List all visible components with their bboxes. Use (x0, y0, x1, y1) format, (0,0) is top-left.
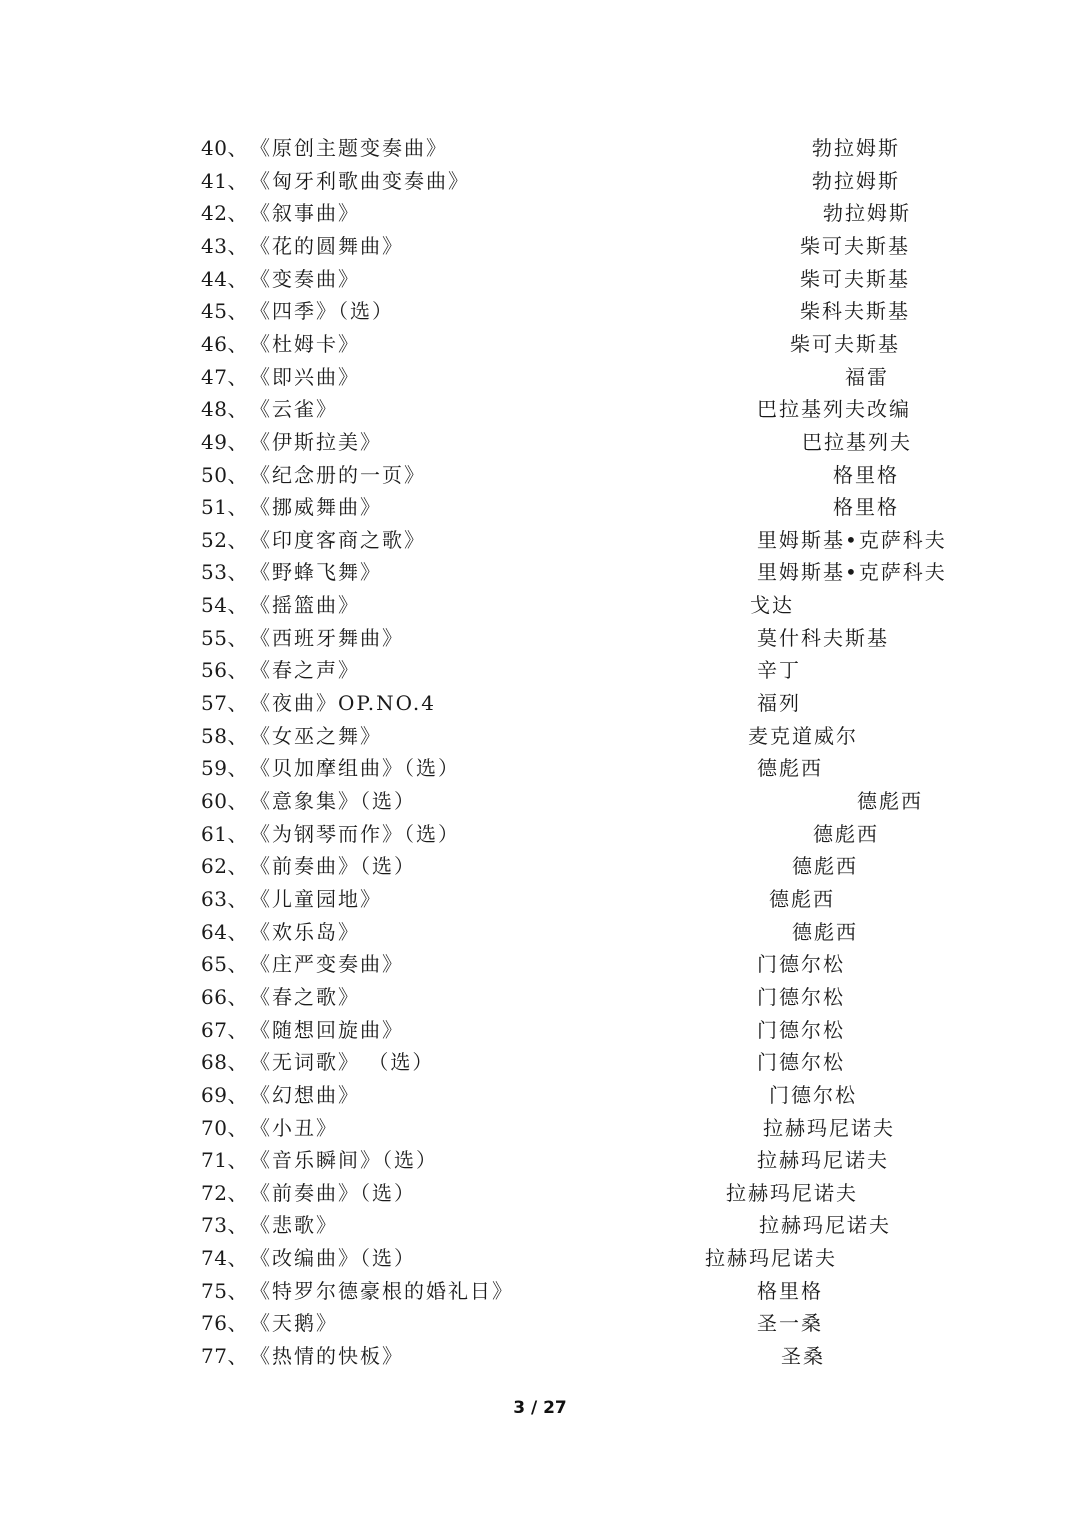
composer-name: 戈达 (750, 593, 794, 618)
list-item (0, 263, 1080, 295)
piece-title: 《匈牙利歌曲变奏曲》 (250, 168, 470, 193)
composer-name: 柴可夫斯基 (790, 331, 900, 356)
composer-name: 巴拉基列夫改编 (757, 397, 911, 422)
item-number: 42、 (201, 201, 248, 226)
item-number: 71、 (201, 1148, 248, 1173)
piece-title: 《特罗尔德豪根的婚礼日》 (250, 1278, 514, 1303)
item-number: 44、 (201, 266, 248, 291)
item-number: 54、 (201, 593, 248, 618)
piece-title: 《无词歌》 （选） (250, 1050, 435, 1075)
piece-title: 《贝加摩组曲》（选） (250, 756, 460, 781)
composer-name: 里姆斯基•克萨科夫 (757, 560, 947, 585)
list-item (0, 1242, 1080, 1274)
list-item (0, 295, 1080, 327)
composer-name: 勃拉姆斯 (823, 201, 911, 226)
piece-title: 《即兴曲》 (250, 364, 360, 389)
piece-title: 《音乐瞬间》（选） (250, 1148, 438, 1173)
composer-name: 勃拉姆斯 (812, 136, 900, 160)
composer-name: 拉赫玛尼诺夫 (757, 1148, 889, 1173)
composer-name: 德彪西 (757, 756, 823, 781)
list-item (0, 459, 1080, 491)
composer-name: 格里格 (833, 495, 899, 520)
list-item (0, 589, 1080, 621)
composer-name: 德彪西 (792, 854, 858, 879)
item-number: 77、 (201, 1344, 248, 1369)
item-number: 67、 (201, 1017, 248, 1042)
item-number: 40、 (201, 136, 248, 160)
item-number: 70、 (201, 1115, 248, 1140)
piece-title: 《前奏曲》（选） (250, 1180, 416, 1205)
list-item (0, 818, 1080, 850)
piece-title: 《野蜂飞舞》 (250, 560, 382, 585)
piece-title: 《变奏曲》 (250, 266, 360, 291)
composer-name: 门德尔松 (757, 952, 845, 977)
item-number: 72、 (201, 1180, 248, 1205)
piece-title: 《叙事曲》 (250, 201, 360, 226)
item-number: 68、 (201, 1050, 248, 1075)
list-item (0, 328, 1080, 360)
list-item (0, 948, 1080, 980)
piece-title: 《春之声》 (250, 658, 360, 683)
composer-name: 拉赫玛尼诺夫 (759, 1213, 891, 1238)
item-number: 55、 (201, 625, 248, 650)
piece-title: 《夜曲》OP.NO.4 (250, 691, 436, 716)
item-number: 76、 (201, 1311, 248, 1336)
list-item (0, 1079, 1080, 1111)
item-number: 43、 (201, 233, 248, 258)
list-item (0, 1275, 1080, 1307)
item-number: 69、 (201, 1082, 248, 1107)
composer-name: 德彪西 (857, 789, 923, 813)
list-item (0, 491, 1080, 523)
composer-name: 德彪西 (792, 919, 858, 944)
piece-title: 《杜姆卡》 (250, 331, 360, 356)
piece-title: 《小丑》 (250, 1115, 338, 1140)
piece-title: 《原创主题变奏曲》 (250, 136, 448, 160)
page-number: 3 / 27 (513, 1398, 567, 1418)
list-item (0, 1112, 1080, 1144)
item-number: 63、 (201, 886, 248, 911)
composer-name: 辛丁 (757, 658, 801, 683)
composer-name: 格里格 (833, 462, 899, 487)
list-item (0, 197, 1080, 229)
item-number: 62、 (201, 854, 248, 879)
item-number: 48、 (201, 397, 248, 422)
piece-title: 《意象集》（选） (250, 789, 416, 813)
piece-title: 《纪念册的一页》 (250, 462, 426, 487)
composer-name: 德彪西 (813, 821, 879, 846)
list-item (0, 426, 1080, 458)
composer-name: 拉赫玛尼诺夫 (726, 1180, 858, 1205)
list-item (0, 165, 1080, 197)
list-item (0, 1340, 1080, 1372)
piece-title: 《欢乐岛》 (250, 919, 360, 944)
item-number: 75、 (201, 1278, 248, 1303)
piece-title: 《随想回旋曲》 (250, 1017, 404, 1042)
list-item (0, 230, 1080, 262)
item-number: 56、 (201, 658, 248, 683)
piece-title: 《四季》（选） (250, 299, 394, 324)
piece-title: 《云雀》 (250, 397, 338, 422)
item-number: 59、 (201, 756, 248, 781)
piece-title: 《儿童园地》 (250, 886, 382, 911)
item-number: 46、 (201, 331, 248, 356)
list-item (0, 981, 1080, 1013)
composer-name: 里姆斯基•克萨科夫 (757, 527, 947, 552)
item-number: 52、 (201, 527, 248, 552)
list-item (0, 1014, 1080, 1046)
composer-name: 麦克道威尔 (748, 723, 858, 748)
list-item (0, 556, 1080, 588)
composer-name: 福雷 (845, 364, 889, 389)
composer-name: 福列 (757, 691, 801, 716)
list-item (0, 1307, 1080, 1339)
piece-title: 《春之歌》 (250, 984, 360, 1009)
composer-name: 巴拉基列夫 (802, 429, 912, 454)
piece-title: 《女巫之舞》 (250, 723, 382, 748)
list-item (0, 883, 1080, 915)
item-number: 45、 (201, 299, 248, 324)
composer-name: 柴可夫斯基 (800, 233, 910, 258)
item-number: 50、 (201, 462, 248, 487)
list-item (0, 687, 1080, 719)
list-item (0, 785, 1080, 817)
piece-title: 《改编曲》（选） (250, 1246, 416, 1271)
piece-title: 《花的圆舞曲》 (250, 233, 404, 258)
composer-name: 拉赫玛尼诺夫 (763, 1115, 895, 1140)
composer-name: 柴科夫斯基 (800, 299, 910, 324)
list-item (0, 654, 1080, 686)
piece-title: 《热情的快板》 (250, 1344, 404, 1369)
list-item (0, 132, 1080, 164)
composer-name: 圣桑 (781, 1344, 825, 1369)
item-number: 49、 (201, 429, 248, 454)
item-number: 51、 (201, 495, 248, 520)
piece-title: 《摇篮曲》 (250, 593, 360, 618)
piece-title: 《天鹅》 (250, 1311, 338, 1336)
list-item (0, 622, 1080, 654)
list-item (0, 361, 1080, 393)
piece-title: 《为钢琴而作》（选） (250, 821, 460, 846)
list-item (0, 1144, 1080, 1176)
composer-name: 勃拉姆斯 (812, 168, 900, 193)
item-number: 57、 (201, 691, 248, 716)
piece-title: 《悲歌》 (250, 1213, 338, 1238)
list-item (0, 916, 1080, 948)
item-number: 47、 (201, 364, 248, 389)
item-number: 41、 (201, 168, 248, 193)
composer-name: 门德尔松 (757, 1050, 845, 1075)
list-item (0, 752, 1080, 784)
item-number: 74、 (201, 1246, 248, 1271)
item-number: 66、 (201, 984, 248, 1009)
piece-title: 《印度客商之歌》 (250, 527, 426, 552)
piece-title: 《庄严变奏曲》 (250, 952, 404, 977)
piece-title: 《幻想曲》 (250, 1082, 360, 1107)
composer-name: 拉赫玛尼诺夫 (705, 1246, 837, 1271)
list-item (0, 1046, 1080, 1078)
item-number: 73、 (201, 1213, 248, 1238)
item-number: 64、 (201, 919, 248, 944)
list-item (0, 393, 1080, 425)
list-item (0, 720, 1080, 752)
item-number: 53、 (201, 560, 248, 585)
item-number: 58、 (201, 723, 248, 748)
composer-name: 柴可夫斯基 (800, 266, 910, 291)
composer-name: 门德尔松 (757, 1017, 845, 1042)
composer-name: 莫什科夫斯基 (757, 625, 889, 650)
list-item (0, 1209, 1080, 1241)
piece-title: 《西班牙舞曲》 (250, 625, 404, 650)
item-number: 65、 (201, 952, 248, 977)
list-item (0, 850, 1080, 882)
item-number: 60、 (201, 789, 248, 813)
composer-name: 格里格 (757, 1278, 823, 1303)
piece-title: 《伊斯拉美》 (250, 429, 382, 454)
composer-name: 门德尔松 (757, 984, 845, 1009)
composer-name: 圣一桑 (757, 1311, 823, 1336)
list-item (0, 1177, 1080, 1209)
item-number: 61、 (201, 821, 248, 846)
piece-title: 《挪威舞曲》 (250, 495, 382, 520)
list-item (0, 524, 1080, 556)
composer-name: 德彪西 (769, 886, 835, 911)
piece-title: 《前奏曲》（选） (250, 854, 416, 879)
composer-name: 门德尔松 (769, 1082, 857, 1107)
